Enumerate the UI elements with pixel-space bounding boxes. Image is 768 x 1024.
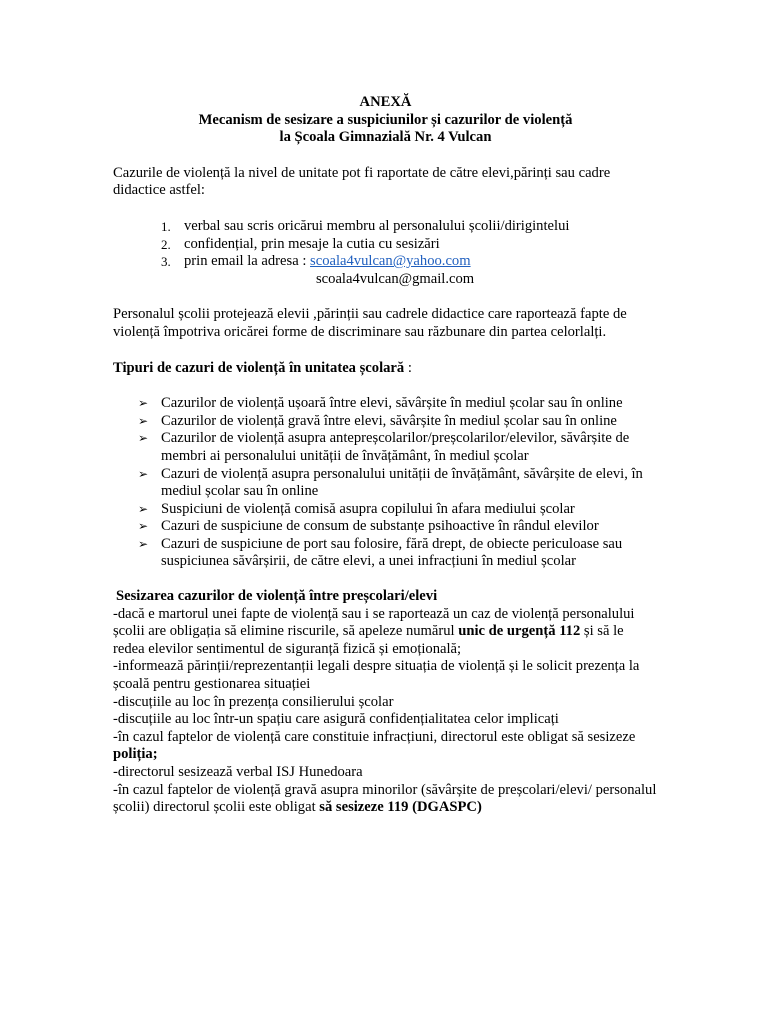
procedure-line: -informează părinții/reprezentanții legali despre situația de violență și le solicit prezența la școală pentru gestionarea situației bbox=[113, 658, 640, 693]
list-item bbox=[113, 395, 658, 413]
list-item bbox=[113, 236, 658, 254]
procedure-line: -discuțiile au loc într-un spațiu care asigură confidențialitatea celor implicați bbox=[113, 711, 559, 728]
list-item bbox=[113, 218, 658, 236]
arrowhead-bullet-icon: ➢ bbox=[138, 501, 149, 516]
list-number: 2. bbox=[161, 236, 171, 252]
types-heading-text: Tipuri de cazuri de violență în unitatea școlară bbox=[113, 359, 405, 376]
document-page bbox=[113, 94, 658, 817]
list-item-text: Cazurilor de violență ușoară între elevi, săvârșite în mediul școlar sau în online bbox=[161, 395, 623, 412]
procedure-line bbox=[113, 782, 658, 817]
list-item-text: Cazurilor de violență gravă între elevi, săvârșite în mediul școlar sau în online bbox=[161, 412, 617, 429]
types-heading-colon: : bbox=[404, 359, 412, 376]
reporting-methods-list bbox=[113, 218, 658, 271]
list-item-text: verbal sau scris oricărui membru al personalului școlii/dirigintelui bbox=[184, 217, 570, 234]
types-heading bbox=[113, 360, 658, 378]
procedure-text: -în cazul faptelor de violență gravă asupra minorilor (săvârșite de preșcolari/elevi/ personalul școlii) directorul școlii este obligat bbox=[113, 781, 657, 816]
intro-paragraph: Cazurile de violență la nivel de unitate pot fi raportate de către elevi,părinți sau cadre didactice astfel: bbox=[113, 164, 611, 199]
list-item-text: Cazurilor de violență asupra antepreșcolarilor/preșcolarilor/elevilor, săvârșite de membri ai personalului unității de învățământ, în mediul școlar bbox=[161, 430, 630, 464]
list-item bbox=[113, 253, 658, 271]
list-item-text: Cazuri de violență asupra personalului unității de învățământ, săvârșite de elevi, în mediul școlar sau în online bbox=[161, 465, 643, 500]
list-item-text: Cazuri de suspiciune de consum de substanțe psihoactive în rândul elevilor bbox=[161, 518, 599, 535]
arrowhead-bullet-icon: ➢ bbox=[138, 431, 149, 446]
arrowhead-bullet-icon: ➢ bbox=[138, 466, 149, 481]
arrowhead-bullet-icon: ➢ bbox=[138, 396, 149, 411]
document-title: Mecanism de sesizare a suspiciunilor și cazurilor de violență bbox=[198, 111, 573, 128]
list-number: 1. bbox=[161, 218, 171, 234]
procedure-line bbox=[113, 606, 658, 659]
list-item bbox=[113, 466, 658, 501]
protection-paragraph: Personalul școlii protejează elevii ,părinții sau cadrele didactice care raportează fapte de violență împotriva oricărei forme de discriminare sau răzbunare din partea celorlalți. bbox=[113, 306, 627, 340]
email-gmail: scoala4vulcan@gmail.com bbox=[316, 270, 475, 287]
reporting-section-heading: Sesizarea cazurilor de violență între preșcolari/elevi bbox=[116, 588, 438, 605]
reporting-section-body bbox=[113, 606, 658, 817]
list-item bbox=[113, 430, 658, 465]
list-item bbox=[113, 518, 658, 536]
procedure-text: -în cazul faptelor de violență care constituie infracțiuni, directorul este obligat să sesizeze bbox=[113, 728, 636, 745]
list-item-text: Suspiciuni de violență comisă asupra copilului în afara mediului școlar bbox=[161, 500, 575, 517]
arrowhead-bullet-icon: ➢ bbox=[138, 536, 149, 551]
document-header bbox=[113, 94, 658, 147]
procedure-text: -dacă e martorul unei fapte de violență sau i se raportează un caz de violență personalului școlii are obligația să elimine riscurile, să apeleze numărul bbox=[113, 605, 635, 640]
procedure-line: -discuțiile au loc în prezența consilierului școlar bbox=[113, 693, 394, 710]
procedure-text: și să le redea elevilor sentimentul de siguranță fizică și emoțională; bbox=[113, 623, 624, 657]
emergency-number-text: unic de urgență 112 bbox=[458, 623, 581, 640]
email-link-yahoo[interactable]: scoala4vulcan@yahoo.com bbox=[310, 253, 471, 270]
list-item bbox=[113, 413, 658, 431]
police-text: poliția; bbox=[113, 746, 158, 763]
arrowhead-bullet-icon: ➢ bbox=[138, 519, 149, 534]
arrowhead-bullet-icon: ➢ bbox=[138, 413, 149, 428]
list-item bbox=[113, 536, 658, 571]
list-item-text: confidențial, prin mesaje la cutia cu sesizări bbox=[184, 235, 440, 252]
annex-title: ANEXĂ bbox=[359, 94, 412, 110]
list-item bbox=[113, 501, 658, 519]
procedure-line bbox=[113, 729, 658, 764]
school-name: la Școala Gimnazială Nr. 4 Vulcan bbox=[279, 129, 492, 146]
list-number: 3. bbox=[161, 254, 171, 270]
list-item-text: prin email la adresa : bbox=[184, 253, 311, 270]
case-types-list bbox=[113, 395, 658, 571]
list-item-text: Cazuri de suspiciune de port sau folosire, fără drept, de obiecte periculoase sau suspiciunea săvârșirii, de către elevi, a unei infracțiuni în mediul școlar bbox=[161, 535, 623, 570]
procedure-line: -directorul sesizează verbal ISJ Hunedoara bbox=[113, 764, 363, 780]
dgaspc-text: să sesizeze 119 (DGASPC) bbox=[319, 799, 482, 816]
